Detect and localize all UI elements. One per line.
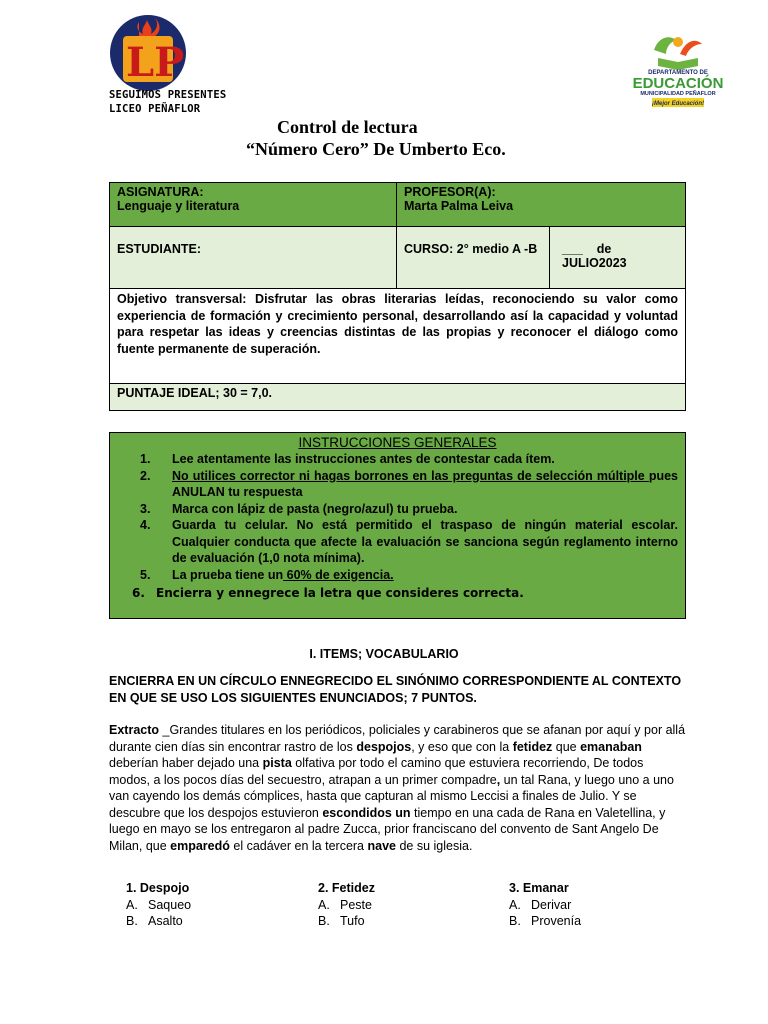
question-1	[126, 880, 296, 930]
extract-text: de su iglesia.	[395, 838, 473, 853]
option-letter: B.	[126, 914, 138, 928]
date-text: de JULIO2023	[562, 242, 627, 270]
date-cell[interactable]	[550, 227, 686, 289]
student-cell[interactable]	[110, 227, 397, 289]
extract-keyword: emparedó	[170, 838, 230, 853]
teacher-value: Marta Palma Leiva	[404, 199, 514, 213]
instruction-number: 1.	[140, 452, 151, 466]
instruction-text: pues ANULAN tu respuesta	[172, 468, 678, 499]
logo-line1: DEPARTAMENTO DE	[648, 70, 708, 76]
instruction-number: 2.	[140, 468, 151, 483]
instruction-text: Guarda tu celular. No está permitido el traspaso de ningún material escolar. Cualquier conducta que afecte la evaluación se sanciona según reglamento interno de evaluación (1,0 nota mínima).	[172, 518, 678, 565]
subject-label: ASIGNATURA:	[117, 185, 204, 199]
instruction-number: 4.	[140, 518, 151, 532]
extract-text: que	[552, 739, 581, 754]
instruction-text: Marca con lápiz de pasta (negro/azul) tu prueba.	[172, 501, 458, 516]
option-letter: B.	[509, 914, 521, 928]
extract-text: un tal Rana, y luego uno a uno van cayendo los demás cómplices, hasta que capturan al mismo Leccisi a finales de Julio. Y se descubre que los despojos estuvieron	[109, 772, 674, 820]
course-cell	[397, 227, 550, 289]
objective-text: Objetivo transversal: Disfrutar las obras literarias leídas, reconociendo su valor como experiencia de formación y crecimiento personal, desarrollando así la capacidad y voluntad para respetar las ideas y creencias distintas de las propias y reconocer el diálogo como fuente permanente de superación.	[117, 292, 678, 356]
instruction-item	[132, 567, 678, 584]
option-letter: A.	[318, 897, 330, 912]
option-letter: B.	[318, 914, 330, 928]
logo-letters: LP	[126, 39, 185, 86]
teacher-label: PROFESOR(A):	[404, 185, 496, 199]
answer-option[interactable]	[509, 913, 679, 930]
course-value: CURSO: 2° medio A -B	[404, 242, 538, 256]
document-title: Control de lectura	[277, 117, 418, 137]
instruction-text: La prueba tiene un	[172, 567, 284, 582]
instruction-number: 5.	[140, 567, 151, 582]
extract-keyword: pista	[262, 756, 292, 770]
extract-text: tiempo en una cada de Rana en Valetellina, y luego en mayo se los entregaron al padre Zucca, prior franciscano del convento de Sant Angelo De Milan, que	[109, 805, 666, 853]
instruction-number: 6.	[132, 586, 145, 600]
answer-option[interactable]	[126, 897, 296, 914]
extract-keyword: ,	[496, 772, 501, 787]
school-motto	[109, 88, 226, 116]
question-title: 1. Despojo	[126, 881, 190, 895]
extract-keyword: despojos	[356, 739, 412, 754]
instructions-list	[132, 451, 678, 602]
extract-keyword: fetidez	[512, 739, 553, 754]
instruction-item	[132, 451, 678, 468]
instructions-title: INSTRUCCIONES GENERALES	[298, 435, 497, 450]
reading-extract	[109, 722, 687, 854]
question-3	[509, 880, 679, 930]
extract-text: _Grandes titulares en los periódicos, policiales y carabineros que se afanan por aquí y por allá durante cien días sin encontrar rastro de los	[109, 723, 686, 754]
instruction-text-underlined: 60% de exigencia.	[283, 567, 394, 582]
instruction-text: Lee atentamente las instrucciones antes de contestar cada ítem.	[172, 452, 555, 466]
teacher-cell	[397, 183, 686, 227]
instruction-item	[132, 468, 678, 501]
education-department-logo	[628, 32, 728, 112]
logo-line2: EDUCACIÓN	[632, 75, 724, 92]
subject-cell	[110, 183, 397, 227]
subject-value: Lenguaje y literatura	[117, 199, 240, 213]
extract-keyword: emanaban	[580, 739, 642, 754]
extract-keyword: nave	[367, 838, 396, 853]
answer-option[interactable]	[318, 913, 488, 930]
question-title: 3. Emanar	[509, 881, 569, 895]
document-subtitle: “Número Cero” De Umberto Eco.	[246, 139, 506, 159]
extract-label: Extracto	[109, 723, 160, 737]
option-text: Asalto	[148, 914, 183, 928]
student-label: ESTUDIANTE:	[117, 242, 202, 256]
instruction-number: 3.	[140, 501, 151, 516]
logo-line3: MUNICIPALIDAD PEÑAFLOR	[640, 91, 716, 97]
section-instruction: ENCIERRA EN UN CÍRCULO ENNEGRECIDO EL SINÓNIMO CORRESPONDIENTE AL CONTEXTO EN QUE SE USO LOS SIGUIENTES ENUNCIADOS; 7 PUNTOS.	[109, 674, 682, 705]
question-title: 2. Fetidez	[318, 881, 375, 895]
extract-text: el cadáver en la tercera	[229, 838, 368, 853]
option-text: Provenía	[531, 914, 582, 928]
liceo-penaflor-logo	[109, 14, 187, 92]
answer-option[interactable]	[509, 897, 679, 914]
info-table	[109, 182, 686, 411]
instruction-text-underlined: No utilices corrector ni hagas borrones en las preguntas de selección múltiple	[172, 468, 649, 483]
instructions-box	[109, 432, 686, 619]
instruction-text: Encierra y ennegrece la letra que consideres correcta.	[156, 586, 524, 600]
motto-line: LICEO PEÑAFLOR	[109, 103, 201, 115]
score-cell	[110, 384, 686, 411]
score-text: PUNTAJE IDEAL; 30 = 7,0.	[117, 386, 273, 400]
logo-tagline: ¡Mejor Educación!	[651, 101, 705, 107]
extract-text: , y eso que con la	[411, 739, 513, 754]
instruction-item	[132, 501, 678, 518]
answer-option[interactable]	[126, 913, 296, 930]
extract-text: deberían haber dejado una	[109, 756, 263, 770]
question-2	[318, 880, 488, 930]
date-blank: ___	[562, 242, 583, 256]
option-letter: A.	[509, 897, 521, 912]
extract-keyword: escondidos un	[322, 805, 411, 820]
option-text: Saqueo	[148, 897, 192, 912]
extract-text: olfativa por todo el camino que estuviera recorriendo, De todos modos, a los pocos días del secuestro, atrapan a un primer compadre	[109, 756, 644, 787]
option-text: Peste	[340, 897, 372, 912]
instruction-item	[132, 517, 678, 567]
option-letter: A.	[126, 897, 138, 912]
option-text: Tufo	[340, 914, 365, 928]
objective-cell	[110, 289, 686, 384]
answer-option[interactable]	[318, 897, 488, 914]
option-text: Derivar	[531, 897, 572, 912]
motto-line: SEGUIMOS PRESENTES	[109, 89, 227, 101]
section-title: I. ITEMS; VOCABULARIO	[309, 647, 459, 661]
instruction-item	[132, 585, 678, 602]
